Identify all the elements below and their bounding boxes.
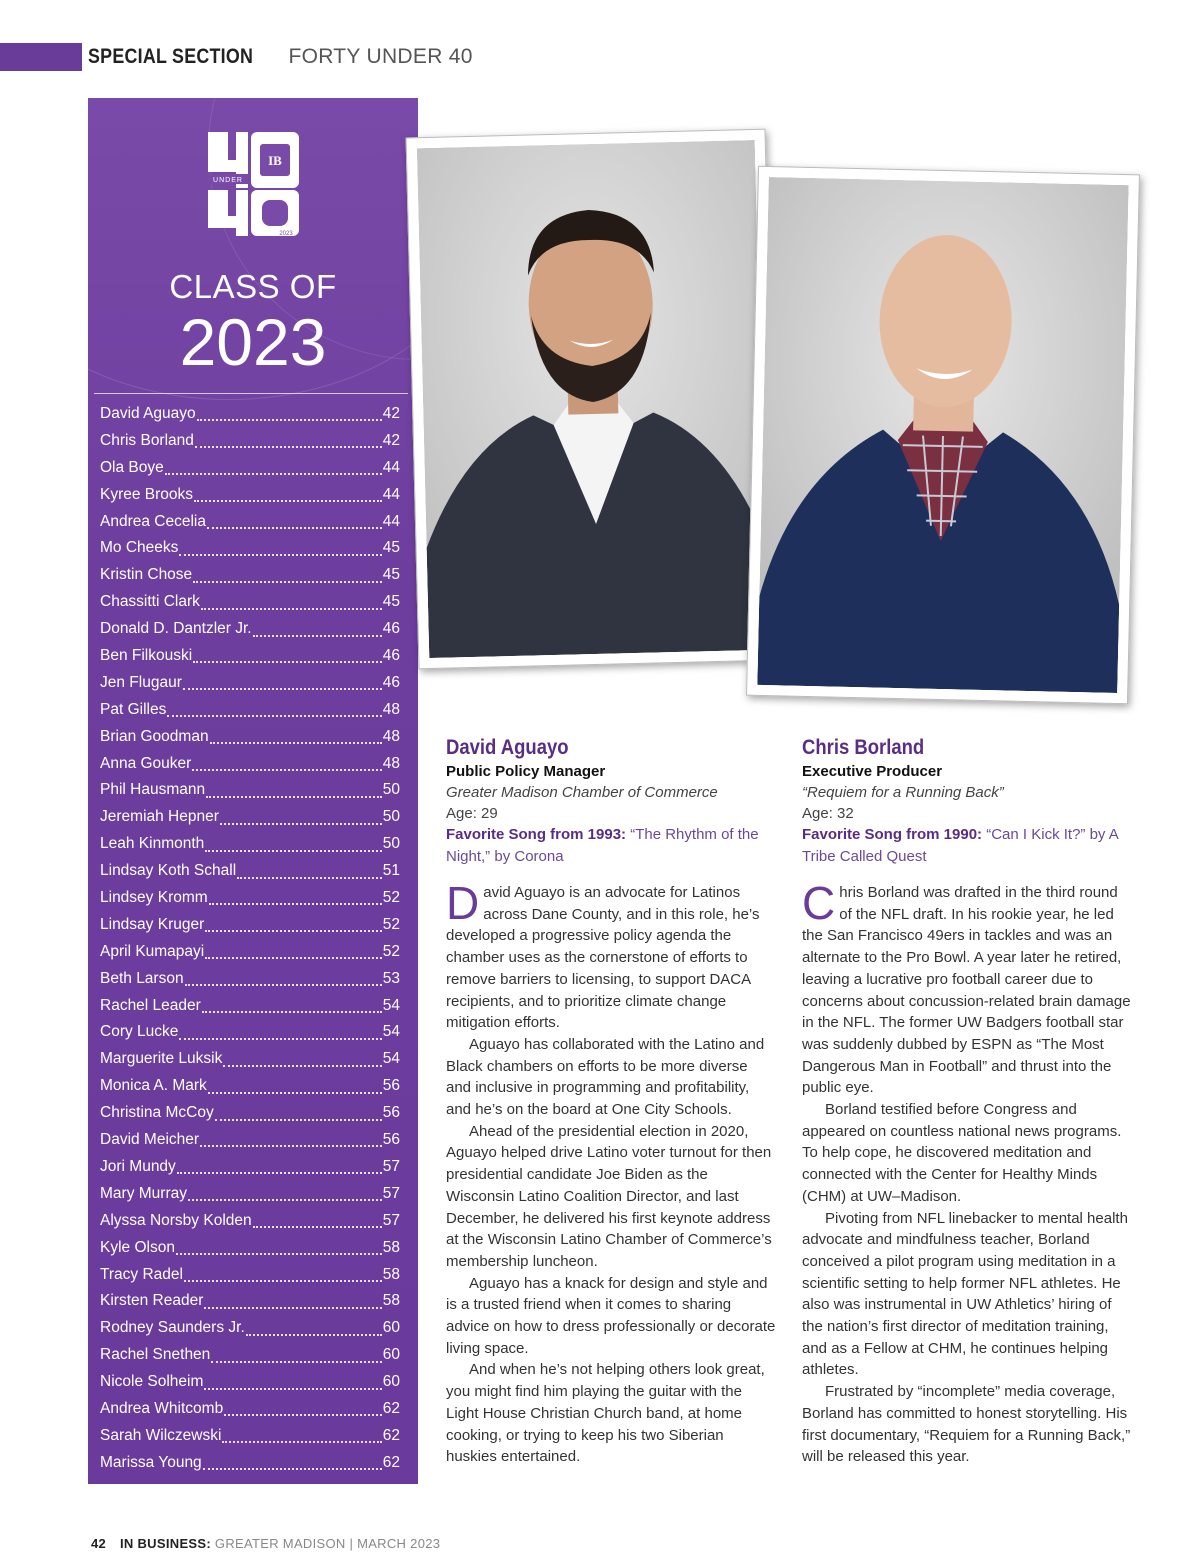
roster-item: [100, 1100, 400, 1127]
roster-item: [100, 1046, 400, 1073]
roster-page: 50: [382, 835, 400, 853]
dot-leader: [253, 627, 382, 637]
roster-item: [100, 993, 400, 1020]
class-roster-sidebar: [88, 98, 418, 1484]
paragraph: Frustrated by “incomplete” media coverage, Borland has committed to honest storytelling. His first documentary, “Requiem for a Running Back,” will be released this year.: [802, 1383, 1131, 1466]
roster-name: Mary Murray: [100, 1184, 187, 1202]
roster-name: Lindsay Koth Schall: [100, 862, 237, 880]
roster-page: 44: [382, 512, 400, 530]
roster-name: Kristin Chose: [100, 566, 193, 584]
roster-list: [100, 401, 400, 1477]
roster-name: Kirsten Reader: [100, 1292, 204, 1310]
roster-page: 50: [382, 781, 400, 799]
roster-page: 57: [382, 1157, 400, 1175]
divider: [94, 393, 408, 394]
roster-page: 54: [382, 1023, 400, 1041]
roster-name: Andrea Whitcomb: [100, 1399, 224, 1417]
song-label: Favorite Song from 1993:: [446, 826, 627, 843]
roster-page: 60: [382, 1346, 400, 1364]
roster-page: 58: [382, 1238, 400, 1256]
roster-page: 62: [382, 1399, 400, 1417]
forty-under-40-logo: [206, 130, 302, 238]
roster-page: 45: [382, 539, 400, 557]
roster-item: [100, 562, 400, 589]
roster-item: [100, 589, 400, 616]
roster-name: Cory Lucke: [100, 1023, 179, 1041]
dot-leader: [224, 1406, 382, 1416]
roster-page: 58: [382, 1265, 400, 1283]
paragraph: Aguayo has a knack for design and style and is a trusted friend when it comes to sharing advice on how to dress professionally or decorate living space.: [446, 1274, 776, 1357]
roster-page: 45: [382, 593, 400, 611]
roster-name: Jori Mundy: [100, 1157, 176, 1175]
roster-name: Nicole Solheim: [100, 1373, 204, 1391]
roster-page: 46: [382, 620, 400, 638]
dot-leader: [197, 411, 382, 421]
roster-item: [100, 1208, 400, 1235]
roster-page: 42: [382, 431, 400, 449]
dot-leader: [193, 573, 382, 583]
roster-name: Rachel Leader: [100, 996, 201, 1014]
photo-chris-borland: [746, 166, 1140, 705]
profile-david-aguayo: [446, 736, 776, 1468]
roster-name: April Kumapayi: [100, 942, 205, 960]
dot-leader: [246, 1326, 382, 1336]
dot-leader: [223, 1057, 381, 1067]
dot-leader: [188, 1191, 382, 1201]
dot-leader: [193, 653, 382, 663]
roster-page: 60: [382, 1319, 400, 1337]
song-value: “Can I Kick It?” by A Tribe Called Quest: [802, 826, 1118, 865]
dot-leader: [179, 1030, 381, 1040]
roster-name: Andrea Cecelia: [100, 512, 206, 530]
roster-item: [100, 1396, 400, 1423]
roster-name: Anna Gouker: [100, 754, 192, 772]
roster-page: 42: [382, 405, 400, 422]
paragraph-text: avid Aguayo is an advocate for Latinos across Dane County, and in this role, he’s developed a progressive policy agenda the chamber uses as the cornerstone of efforts to remove barriers to licensing, to support DACA recipients, and to prioritize climate change mitigation efforts.: [446, 884, 760, 1032]
roster-name: Lindsay Kruger: [100, 915, 205, 933]
dot-leader: [204, 1299, 381, 1309]
roster-name: David Meicher: [100, 1131, 200, 1149]
roster-name: Rachel Snethen: [100, 1346, 211, 1364]
roster-item: [100, 939, 400, 966]
song-label: Favorite Song from 1990:: [802, 826, 983, 843]
profile-organization: Greater Madison Chamber of Commerce: [446, 784, 718, 801]
roster-name: Phil Hausmann: [100, 781, 206, 799]
roster-page: 56: [382, 1077, 400, 1095]
roster-name: Christina McCoy: [100, 1104, 214, 1122]
dot-leader: [183, 680, 382, 690]
dot-leader: [205, 922, 381, 932]
roster-page: 57: [382, 1211, 400, 1229]
publication-issue: GREATER MADISON | MARCH 2023: [214, 1536, 441, 1551]
roster-page: 56: [382, 1104, 400, 1122]
roster-name: Ola Boye: [100, 458, 164, 476]
paragraph-text: hris Borland was drafted in the third round of the NFL draft. In his rookie year, he led the San Francisco 49ers in tackles and was an alternate to the Pro Bowl. A year later he retired, leaving a lucrative pro football career due to concerns about concussion-related brain damage in the NFL. The former UW Badgers football star was suddenly dubbed by ESPN as “The Most Dangerous Man in Football” and thrust into the public eye.: [802, 884, 1131, 1097]
roster-item: [100, 1315, 400, 1342]
roster-name: Chassitti Clark: [100, 593, 200, 611]
roster-name: Jen Flugaur: [100, 673, 182, 691]
dot-leader: [211, 1353, 381, 1363]
roster-name: Kyree Brooks: [100, 485, 194, 503]
logo-under: UNDER: [213, 177, 243, 184]
roster-page: 56: [382, 1131, 400, 1149]
roster-page: 54: [382, 1050, 400, 1068]
profile-age: Age: 32: [802, 805, 854, 822]
roster-item: [100, 804, 400, 831]
roster-name: Beth Larson: [100, 969, 184, 987]
dot-leader: [192, 761, 381, 771]
dot-leader: [209, 895, 382, 905]
dot-leader: [185, 976, 382, 986]
profile-organization: “Requiem for a Running Back”: [802, 784, 1004, 801]
roster-page: 44: [382, 485, 400, 503]
dot-leader: [205, 949, 382, 959]
roster-name: Pat Gilles: [100, 700, 167, 718]
portrait-image: [417, 140, 767, 658]
profile-title: Executive Producer: [802, 763, 943, 780]
paragraph: [802, 877, 1132, 1099]
paragraph: [446, 877, 776, 1034]
roster-item: [100, 643, 400, 670]
photo-david-aguayo: [406, 129, 779, 670]
paragraph: Ahead of the presidential election in 2020, Aguayo helped drive Latino voter turnout for then presidential candidate Joe Biden as the Wisconsin Latino Coalition Director, and last December, he delivered his first keynote address at the Wisconsin Latino Chamber of Commerce’s membership luncheon.: [446, 1122, 772, 1270]
roster-page: 62: [382, 1453, 400, 1471]
roster-item: [100, 777, 400, 804]
roster-item: [100, 616, 400, 643]
roster-page: 57: [382, 1184, 400, 1202]
roster-name: Jeremiah Hepner: [100, 808, 219, 826]
roster-name: Kyle Olson: [100, 1238, 175, 1256]
roster-page: 45: [382, 566, 400, 584]
roster-item: [100, 1235, 400, 1262]
dot-leader: [253, 1218, 382, 1228]
roster-page: 51: [382, 862, 400, 880]
dot-leader: [179, 546, 381, 556]
dot-leader: [165, 465, 382, 475]
roster-page: 48: [382, 700, 400, 718]
roster-page: 52: [382, 889, 400, 907]
roster-name: Mo Cheeks: [100, 539, 179, 557]
roster-name: Chris Borland: [100, 431, 194, 449]
roster-item: [100, 1342, 400, 1369]
roster-item: [100, 751, 400, 778]
roster-name: Ben Filkouski: [100, 647, 193, 665]
roster-item: [100, 912, 400, 939]
roster-page: 58: [382, 1292, 400, 1310]
roster-item: [100, 1019, 400, 1046]
paragraph: And when he’s not helping others look great, you might find him playing the guitar with the Light House Christian Church band, at home cooking, or trying to keep his two Siberian huskies entertained.: [446, 1361, 765, 1466]
profile-name: David Aguayo: [446, 736, 569, 759]
dot-leader: [204, 1380, 381, 1390]
roster-page: 46: [382, 673, 400, 691]
dot-leader: [237, 869, 382, 879]
roster-item: [100, 670, 400, 697]
roster-item: [100, 401, 400, 428]
profile-favorite-song: [802, 824, 1132, 868]
dot-leader: [208, 1084, 382, 1094]
roster-item: [100, 1288, 400, 1315]
dot-leader: [184, 1272, 382, 1282]
page-number: 42: [91, 1536, 107, 1551]
roster-name: Marguerite Luksik: [100, 1050, 223, 1068]
paragraph: Borland testified before Congress and appeared on countless national news programs. To help cope, he discovered meditation and connected with the Center for Healthy Minds (CHM) at UW–Madison.: [802, 1101, 1122, 1205]
dot-leader: [210, 734, 382, 744]
profile-title: Public Policy Manager: [446, 763, 606, 780]
section-color-bar: [0, 43, 82, 71]
roster-name: Lindsey Kromm: [100, 889, 208, 907]
roster-name: Alyssa Norsby Kolden: [100, 1211, 252, 1229]
roster-page: 52: [382, 942, 400, 960]
paragraph: Pivoting from NFL linebacker to mental health advocate and mindfulness teacher, Borland conceived a pilot program using meditation in a scientific setting to help former NFL athletes. He also was instrumental in UW Athletics’ hiring of the nation’s first director of meditation training, and as a Fellow at CHM, he continues helping athletes.: [802, 1209, 1128, 1379]
dot-leader: [203, 1460, 382, 1470]
section-label: SPECIAL SECTION: [88, 45, 254, 68]
portrait-image: [757, 177, 1128, 693]
class-of-label: CLASS OF: [169, 268, 337, 305]
roster-page: 44: [382, 458, 400, 476]
roster-item: [100, 1073, 400, 1100]
logo-year: 2023: [279, 231, 293, 237]
roster-name: Marissa Young: [100, 1453, 202, 1471]
roster-page: 62: [382, 1426, 400, 1444]
dot-leader: [205, 842, 381, 852]
dot-leader: [195, 438, 382, 448]
roster-item: [100, 1262, 400, 1289]
roster-item: [100, 482, 400, 509]
roster-item: [100, 535, 400, 562]
profile-body: [446, 877, 776, 1468]
paragraph: Aguayo has collaborated with the Latino and Black chambers on efforts to be more diverse and inclusive in programming and profitability, and he’s on the board at One City Schools.: [446, 1035, 765, 1119]
roster-item: [100, 1369, 400, 1396]
roster-page: 60: [382, 1373, 400, 1391]
roster-page: 46: [382, 647, 400, 665]
roster-page: 50: [382, 808, 400, 826]
roster-name: Monica A. Mark: [100, 1077, 207, 1095]
roster-item: [100, 966, 400, 993]
roster-item: [100, 724, 400, 751]
roster-page: 48: [382, 754, 400, 772]
dot-leader: [201, 600, 382, 610]
logo-badge: IB: [268, 153, 282, 168]
song-value: “The Rhythm of the Night,” by Corona: [446, 826, 759, 865]
roster-item: [100, 455, 400, 482]
page-footer: [91, 1536, 440, 1551]
class-year: 2023: [179, 305, 327, 379]
roster-name: Rodney Saunders Jr.: [100, 1319, 245, 1337]
roster-item: [100, 1154, 400, 1181]
profile-age: Age: 29: [446, 805, 498, 822]
roster-item: [100, 858, 400, 885]
roster-page: 48: [382, 727, 400, 745]
roster-name: Tracy Radel: [100, 1265, 183, 1283]
roster-item: [100, 1450, 400, 1477]
dot-leader: [220, 815, 382, 825]
drop-cap: C: [802, 877, 836, 929]
profile-favorite-song: [446, 824, 776, 868]
dot-leader: [206, 788, 382, 798]
roster-name: Donald D. Dantzler Jr.: [100, 620, 252, 638]
dot-leader: [215, 1111, 382, 1121]
section-header: [88, 45, 473, 69]
section-title: FORTY UNDER 40: [288, 45, 473, 68]
roster-item: [100, 885, 400, 912]
roster-name: Leah Kinmonth: [100, 835, 205, 853]
roster-item: [100, 697, 400, 724]
dot-leader: [200, 1137, 382, 1147]
roster-page: 52: [382, 915, 400, 933]
roster-item: [100, 428, 400, 455]
dot-leader: [177, 1164, 382, 1174]
dot-leader: [202, 1003, 382, 1013]
dot-leader: [176, 1245, 382, 1255]
profile-body: [802, 877, 1132, 1468]
roster-item: [100, 831, 400, 858]
roster-item: [100, 509, 400, 536]
profile-chris-borland: [802, 736, 1132, 1468]
roster-item: [100, 1423, 400, 1450]
dot-leader: [222, 1433, 381, 1443]
roster-name: David Aguayo: [100, 405, 196, 422]
dot-leader: [167, 707, 381, 717]
dot-leader: [207, 519, 382, 529]
roster-item: [100, 1127, 400, 1154]
drop-cap: D: [446, 877, 480, 929]
roster-page: 54: [382, 996, 400, 1014]
roster-item: [100, 1181, 400, 1208]
roster-name: Sarah Wilczewski: [100, 1426, 222, 1444]
publication-brand: IN BUSINESS:: [119, 1536, 211, 1551]
roster-page: 53: [382, 969, 400, 987]
profile-name: Chris Borland: [802, 736, 925, 759]
dot-leader: [194, 492, 382, 502]
roster-name: Brian Goodman: [100, 727, 209, 745]
